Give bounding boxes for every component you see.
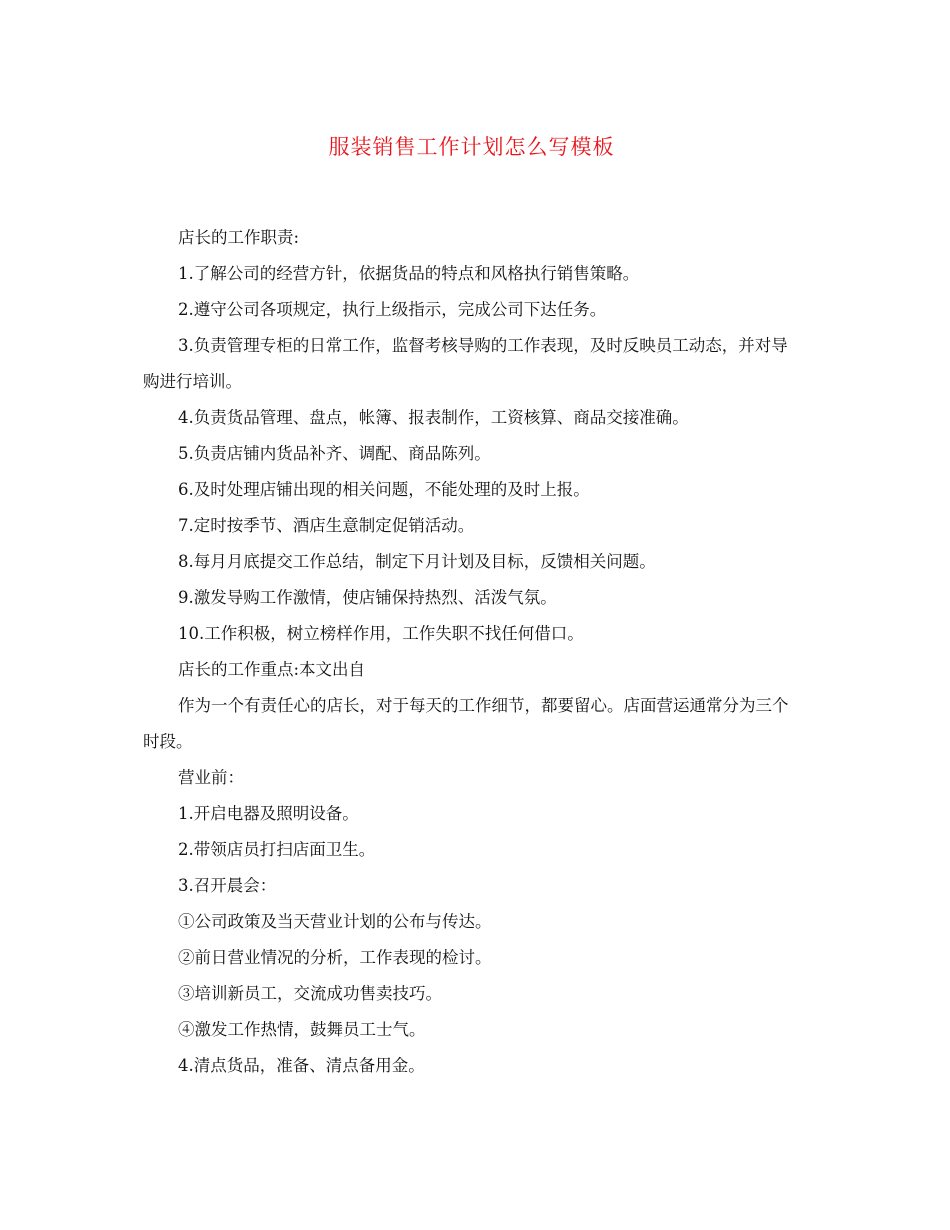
- paragraph: 店长的工作职责:: [178, 228, 300, 247]
- paragraph: 店长的工作重点:本文出自: [178, 660, 366, 679]
- paragraph: 8.每月月底提交工作总结，制定下月计划及目标，反馈相关问题。: [178, 552, 656, 571]
- paragraph: 4.清点货品，准备、清点备用金。: [178, 1056, 425, 1075]
- paragraph: 2.遵守公司各项规定，执行上级指示，完成公司下达任务。: [178, 300, 607, 319]
- paragraph: 3.召开晨会：: [178, 876, 277, 895]
- paragraph: 4.负责货品管理、盘点，帐簿、报表制作，工资核算、商品交接准确。: [178, 408, 689, 427]
- paragraph: 3.负责管理专柜的日常工作，监督考核导购的工作表现，及时反映员工动态，并对导购进行培训。: [143, 336, 788, 391]
- paragraph: 7.定时按季节、酒店生意制定促销活动。: [178, 516, 475, 535]
- paragraph: 1.了解公司的经营方针，依据货品的特点和风格执行销售策略。: [178, 264, 640, 283]
- paragraph: 9.激发导购工作激情，使店铺保持热烈、活泼气氛。: [178, 588, 557, 607]
- paragraph: 2.带领店员打扫店面卫生。: [178, 840, 376, 859]
- paragraph: ②前日营业情况的分析，工作表现的检讨。: [178, 948, 492, 967]
- document-title: 服装销售工作计划怎么写模板: [328, 135, 615, 159]
- paragraph: ④激发工作热情，鼓舞员工士气。: [178, 1020, 426, 1039]
- paragraph: 作为一个有责任心的店长，对于每天的工作细节，都要留心。店面营运通常分为三个时段。: [143, 696, 789, 751]
- paragraph: 10.工作积极，树立榜样作用，工作失职不找任何借口。: [178, 624, 584, 643]
- paragraph: 5.负责店铺内货品补齐、调配、商品陈列。: [178, 444, 491, 463]
- paragraph: 1.开启电器及照明设备。: [178, 804, 359, 823]
- document-body: [143, 220, 800, 1084]
- paragraph: 6.及时处理店铺出现的相关问题，不能处理的及时上报。: [178, 480, 590, 499]
- paragraph: 营业前：: [178, 768, 244, 787]
- paragraph: ①公司政策及当天营业计划的公布与传达。: [178, 912, 492, 931]
- paragraph: ③培训新员工，交流成功售卖技巧。: [178, 984, 442, 1003]
